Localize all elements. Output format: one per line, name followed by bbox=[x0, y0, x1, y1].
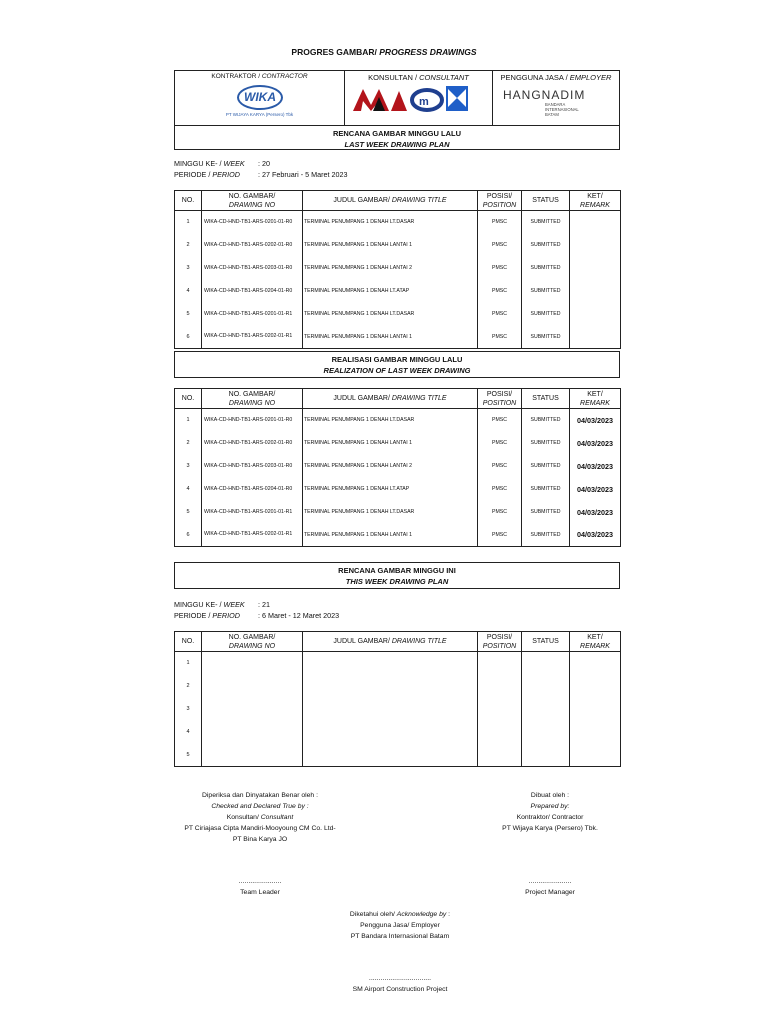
table-row bbox=[175, 409, 621, 432]
project-manager-label: Project Manager bbox=[525, 889, 575, 896]
row-number: 2 bbox=[175, 675, 202, 698]
position-cell: PMSC bbox=[478, 280, 522, 303]
document-title bbox=[0, 47, 768, 57]
position-cell: PMSC bbox=[478, 257, 522, 280]
position-cell: PMSC bbox=[478, 501, 522, 524]
col-remark: KET/ REMARK bbox=[570, 389, 621, 409]
col-status: STATUS bbox=[522, 191, 570, 211]
title-text-italic: PROGRESS DRAWINGS bbox=[379, 47, 477, 57]
col-remark: KET/ REMARK bbox=[570, 632, 621, 652]
remark-cell bbox=[570, 326, 621, 349]
remark-cell bbox=[570, 280, 621, 303]
empty-cell bbox=[478, 698, 522, 721]
drawing-title-cell: TERMINAL PENUMPANG 1 DENAH LT.ATAP bbox=[303, 478, 478, 501]
this-week-plan-table bbox=[174, 631, 621, 767]
row-number: 2 bbox=[175, 234, 202, 257]
col-remark: KET/ REMARK bbox=[570, 191, 621, 211]
svg-text:m: m bbox=[419, 96, 429, 108]
wika-caption: PT WIJAYA KARYA (Persero) Tbk bbox=[225, 112, 294, 117]
realization-heading: REALISASI GAMBAR MINGGU LALU REALIZATION OF LAST WEEK DRAWING bbox=[174, 351, 620, 378]
drawing-title-cell: TERMINAL PENUMPANG 1 DENAH LANTAI 2 bbox=[303, 257, 478, 280]
drawing-title-cell: TERMINAL PENUMPANG 1 DENAH LANTAI 1 bbox=[303, 326, 478, 349]
row-number: 1 bbox=[175, 652, 202, 675]
last-week-plan-heading: RENCANA GAMBAR MINGGU LALU LAST WEEK DRAWING PLAN bbox=[175, 125, 619, 150]
position-cell: PMSC bbox=[478, 432, 522, 455]
drawing-number-cell: WIKA-CD-HND-TB1-ARS-0202-01-R1 bbox=[202, 326, 303, 349]
employer-signature-block: Diketahui oleh/ Acknowledge by : Pengguna Jasa/ Employer PT Bandara Internasional Batam bbox=[349, 911, 451, 940]
empty-cell bbox=[570, 721, 621, 744]
remark-cell: 04/03/2023 bbox=[570, 409, 621, 432]
drawing-number-cell: WIKA-CD-HND-TB1-ARS-0204-01-R0 bbox=[202, 280, 303, 303]
col-no: NO. bbox=[175, 389, 202, 409]
last-week-plan-table bbox=[174, 190, 621, 349]
remark-cell: 04/03/2023 bbox=[570, 432, 621, 455]
position-cell: PMSC bbox=[478, 455, 522, 478]
row-number: 3 bbox=[175, 698, 202, 721]
title-text: PROGRES GAMBAR/ bbox=[291, 47, 380, 57]
position-cell: PMSC bbox=[478, 303, 522, 326]
empty-cell bbox=[303, 721, 478, 744]
status-cell: SUBMITTED bbox=[522, 455, 570, 478]
status-cell: SUBMITTED bbox=[522, 524, 570, 547]
empty-cell bbox=[202, 652, 303, 675]
empty-cell bbox=[570, 652, 621, 675]
drawing-title-cell: TERMINAL PENUMPANG 1 DENAH LT.DASAR bbox=[303, 501, 478, 524]
col-position: POSISI/ POSITION bbox=[478, 632, 522, 652]
table-row bbox=[175, 280, 621, 303]
hangnadim-caption: BANDARA INTERNASIONAL BATAM bbox=[545, 102, 579, 117]
empty-cell bbox=[522, 744, 570, 767]
row-number: 5 bbox=[175, 303, 202, 326]
row-number: 6 bbox=[175, 326, 202, 349]
row-number: 4 bbox=[175, 280, 202, 303]
empty-cell bbox=[522, 652, 570, 675]
remark-cell: 04/03/2023 bbox=[570, 501, 621, 524]
empty-cell bbox=[570, 698, 621, 721]
table-row bbox=[175, 721, 621, 744]
drawing-title-cell: TERMINAL PENUMPANG 1 DENAH LANTAI 2 bbox=[303, 455, 478, 478]
status-cell: SUBMITTED bbox=[522, 211, 570, 234]
this-week-meta: MINGGU KE- / WEEK : 21 PERIODE / PERIOD : 6 Maret - 12 Maret 2023 bbox=[174, 600, 340, 620]
drawing-number-cell: WIKA-CD-HND-TB1-ARS-0203-01-R0 bbox=[202, 455, 303, 478]
drawing-title-cell: TERMINAL PENUMPANG 1 DENAH LANTAI 1 bbox=[303, 234, 478, 257]
consultant-column bbox=[345, 71, 493, 125]
team-leader-signature: ...................... Team Leader bbox=[160, 876, 360, 898]
position-cell: PMSC bbox=[478, 234, 522, 257]
col-status: STATUS bbox=[522, 632, 570, 652]
table-row bbox=[175, 455, 621, 478]
table-row bbox=[175, 501, 621, 524]
row-number: 4 bbox=[175, 721, 202, 744]
status-cell: SUBMITTED bbox=[522, 280, 570, 303]
drawing-number-cell: WIKA-CD-HND-TB1-ARS-0201-01-R0 bbox=[202, 409, 303, 432]
period-value: : 27 Februari - 5 Maret 2023 bbox=[258, 170, 348, 179]
table-row bbox=[175, 326, 621, 349]
row-number: 5 bbox=[175, 501, 202, 524]
consultant-label: KONSULTAN / CONSULTANT bbox=[368, 73, 469, 82]
hangnadim-logo: HANGNADIM bbox=[503, 88, 586, 102]
col-drawing-title: JUDUL GAMBAR/ DRAWING TITLE bbox=[303, 389, 478, 409]
wika-logo: WIKA bbox=[237, 85, 283, 110]
remark-cell bbox=[570, 211, 621, 234]
empty-cell bbox=[522, 675, 570, 698]
empty-cell bbox=[522, 698, 570, 721]
drawing-title-cell: TERMINAL PENUMPANG 1 DENAH LT.DASAR bbox=[303, 303, 478, 326]
status-cell: SUBMITTED bbox=[522, 234, 570, 257]
col-no: NO. bbox=[175, 191, 202, 211]
empty-cell bbox=[202, 744, 303, 767]
status-cell: SUBMITTED bbox=[522, 501, 570, 524]
col-status: STATUS bbox=[522, 389, 570, 409]
sm-airport-label: SM Airport Construction Project bbox=[352, 986, 448, 993]
this-week-heading: RENCANA GAMBAR MINGGU INI THIS WEEK DRAWING PLAN bbox=[174, 562, 620, 589]
drawing-number-cell: WIKA-CD-HND-TB1-ARS-0202-01-R0 bbox=[202, 234, 303, 257]
col-no: NO. bbox=[175, 632, 202, 652]
status-cell: SUBMITTED bbox=[522, 303, 570, 326]
header-box bbox=[174, 70, 620, 150]
contractor-column bbox=[175, 71, 345, 125]
table-row bbox=[175, 303, 621, 326]
contractor-signature-block: Dibuat oleh : Prepared by: Kontraktor/ Contractor PT Wijaya Karya (Persero) Tbk. bbox=[502, 792, 598, 832]
drawing-number-cell: WIKA-CD-HND-TB1-ARS-0204-01-R0 bbox=[202, 478, 303, 501]
empty-cell bbox=[570, 675, 621, 698]
table-row bbox=[175, 432, 621, 455]
drawing-number-cell: WIKA-CD-HND-TB1-ARS-0201-01-R0 bbox=[202, 211, 303, 234]
empty-cell bbox=[478, 652, 522, 675]
status-cell: SUBMITTED bbox=[522, 478, 570, 501]
drawing-title-cell: TERMINAL PENUMPANG 1 DENAH LT.ATAP bbox=[303, 280, 478, 303]
week-value: : 20 bbox=[258, 159, 270, 168]
row-number: 3 bbox=[175, 455, 202, 478]
empty-cell bbox=[478, 721, 522, 744]
drawing-title-cell: TERMINAL PENUMPANG 1 DENAH LT.DASAR bbox=[303, 211, 478, 234]
empty-cell bbox=[202, 698, 303, 721]
status-cell: SUBMITTED bbox=[522, 432, 570, 455]
position-cell: PMSC bbox=[478, 478, 522, 501]
contractor-label: KONTRAKTOR / CONTRACTOR bbox=[211, 73, 308, 80]
col-drawing-no: NO. GAMBAR/ DRAWING NO bbox=[202, 389, 303, 409]
row-number: 4 bbox=[175, 478, 202, 501]
remark-cell bbox=[570, 257, 621, 280]
consultant-signature-block: Diperiksa dan Dinyatakan Benar oleh : Checked and Declared True by : Konsultan/ Consultant PT Ciriajasa Cipta Mandiri-Mooyoung CM Co. Ltd- PT Bina Karya JO bbox=[184, 792, 336, 843]
empty-cell bbox=[478, 744, 522, 767]
sm-airport-signature: ................................ SM Airport Construction Project bbox=[290, 973, 510, 995]
period-value: : 6 Maret - 12 Maret 2023 bbox=[258, 611, 340, 620]
realization-table bbox=[174, 388, 621, 547]
col-drawing-title: JUDUL GAMBAR/ DRAWING TITLE bbox=[303, 191, 478, 211]
consultant-logos bbox=[351, 83, 471, 113]
status-cell: SUBMITTED bbox=[522, 326, 570, 349]
table-header-row bbox=[175, 389, 621, 409]
table-row bbox=[175, 675, 621, 698]
empty-cell bbox=[303, 652, 478, 675]
col-position: POSISI/ POSITION bbox=[478, 191, 522, 211]
drawing-title-cell: TERMINAL PENUMPANG 1 DENAH LT.DASAR bbox=[303, 409, 478, 432]
empty-cell bbox=[202, 721, 303, 744]
position-cell: PMSC bbox=[478, 326, 522, 349]
drawing-title-cell: TERMINAL PENUMPANG 1 DENAH LANTAI 1 bbox=[303, 524, 478, 547]
drawing-title-cell: TERMINAL PENUMPANG 1 DENAH LANTAI 1 bbox=[303, 432, 478, 455]
status-cell: SUBMITTED bbox=[522, 409, 570, 432]
remark-cell: 04/03/2023 bbox=[570, 524, 621, 547]
team-leader-label: Team Leader bbox=[240, 889, 280, 896]
row-number: 1 bbox=[175, 409, 202, 432]
row-number: 1 bbox=[175, 211, 202, 234]
remark-cell bbox=[570, 234, 621, 257]
table-row bbox=[175, 234, 621, 257]
drawing-number-cell: WIKA-CD-HND-TB1-ARS-0202-01-R0 bbox=[202, 432, 303, 455]
position-cell: PMSC bbox=[478, 409, 522, 432]
empty-cell bbox=[303, 675, 478, 698]
row-number: 5 bbox=[175, 744, 202, 767]
empty-cell bbox=[522, 721, 570, 744]
table-row bbox=[175, 698, 621, 721]
col-drawing-title: JUDUL GAMBAR/ DRAWING TITLE bbox=[303, 632, 478, 652]
week-value: : 21 bbox=[258, 600, 270, 609]
drawing-number-cell: WIKA-CD-HND-TB1-ARS-0201-01-R1 bbox=[202, 501, 303, 524]
drawing-number-cell: WIKA-CD-HND-TB1-ARS-0202-01-R1 bbox=[202, 524, 303, 547]
position-cell: PMSC bbox=[478, 211, 522, 234]
position-cell: PMSC bbox=[478, 524, 522, 547]
table-row bbox=[175, 211, 621, 234]
table-row bbox=[175, 652, 621, 675]
table-row bbox=[175, 478, 621, 501]
table-row bbox=[175, 257, 621, 280]
col-drawing-no: NO. GAMBAR/ DRAWING NO bbox=[202, 191, 303, 211]
project-manager-signature: ...................... Project Manager bbox=[470, 876, 630, 898]
table-header-row bbox=[175, 191, 621, 211]
drawing-number-cell: WIKA-CD-HND-TB1-ARS-0201-01-R1 bbox=[202, 303, 303, 326]
remark-cell: 04/03/2023 bbox=[570, 455, 621, 478]
empty-cell bbox=[202, 675, 303, 698]
row-number: 2 bbox=[175, 432, 202, 455]
row-number: 3 bbox=[175, 257, 202, 280]
remark-cell bbox=[570, 303, 621, 326]
col-drawing-no: NO. GAMBAR/ DRAWING NO bbox=[202, 632, 303, 652]
last-week-meta: MINGGU KE- / WEEK : 20 PERIODE / PERIOD : 27 Februari - 5 Maret 2023 bbox=[174, 159, 348, 179]
row-number: 6 bbox=[175, 524, 202, 547]
employer-column bbox=[493, 71, 619, 125]
empty-cell bbox=[303, 698, 478, 721]
employer-label: PENGGUNA JASA / EMPLOYER bbox=[500, 73, 612, 82]
remark-cell: 04/03/2023 bbox=[570, 478, 621, 501]
table-header-row bbox=[175, 632, 621, 652]
col-position: POSISI/ POSITION bbox=[478, 389, 522, 409]
drawing-number-cell: WIKA-CD-HND-TB1-ARS-0203-01-R0 bbox=[202, 257, 303, 280]
empty-cell bbox=[303, 744, 478, 767]
empty-cell bbox=[570, 744, 621, 767]
empty-cell bbox=[478, 675, 522, 698]
table-row bbox=[175, 524, 621, 547]
table-row bbox=[175, 744, 621, 767]
status-cell: SUBMITTED bbox=[522, 257, 570, 280]
